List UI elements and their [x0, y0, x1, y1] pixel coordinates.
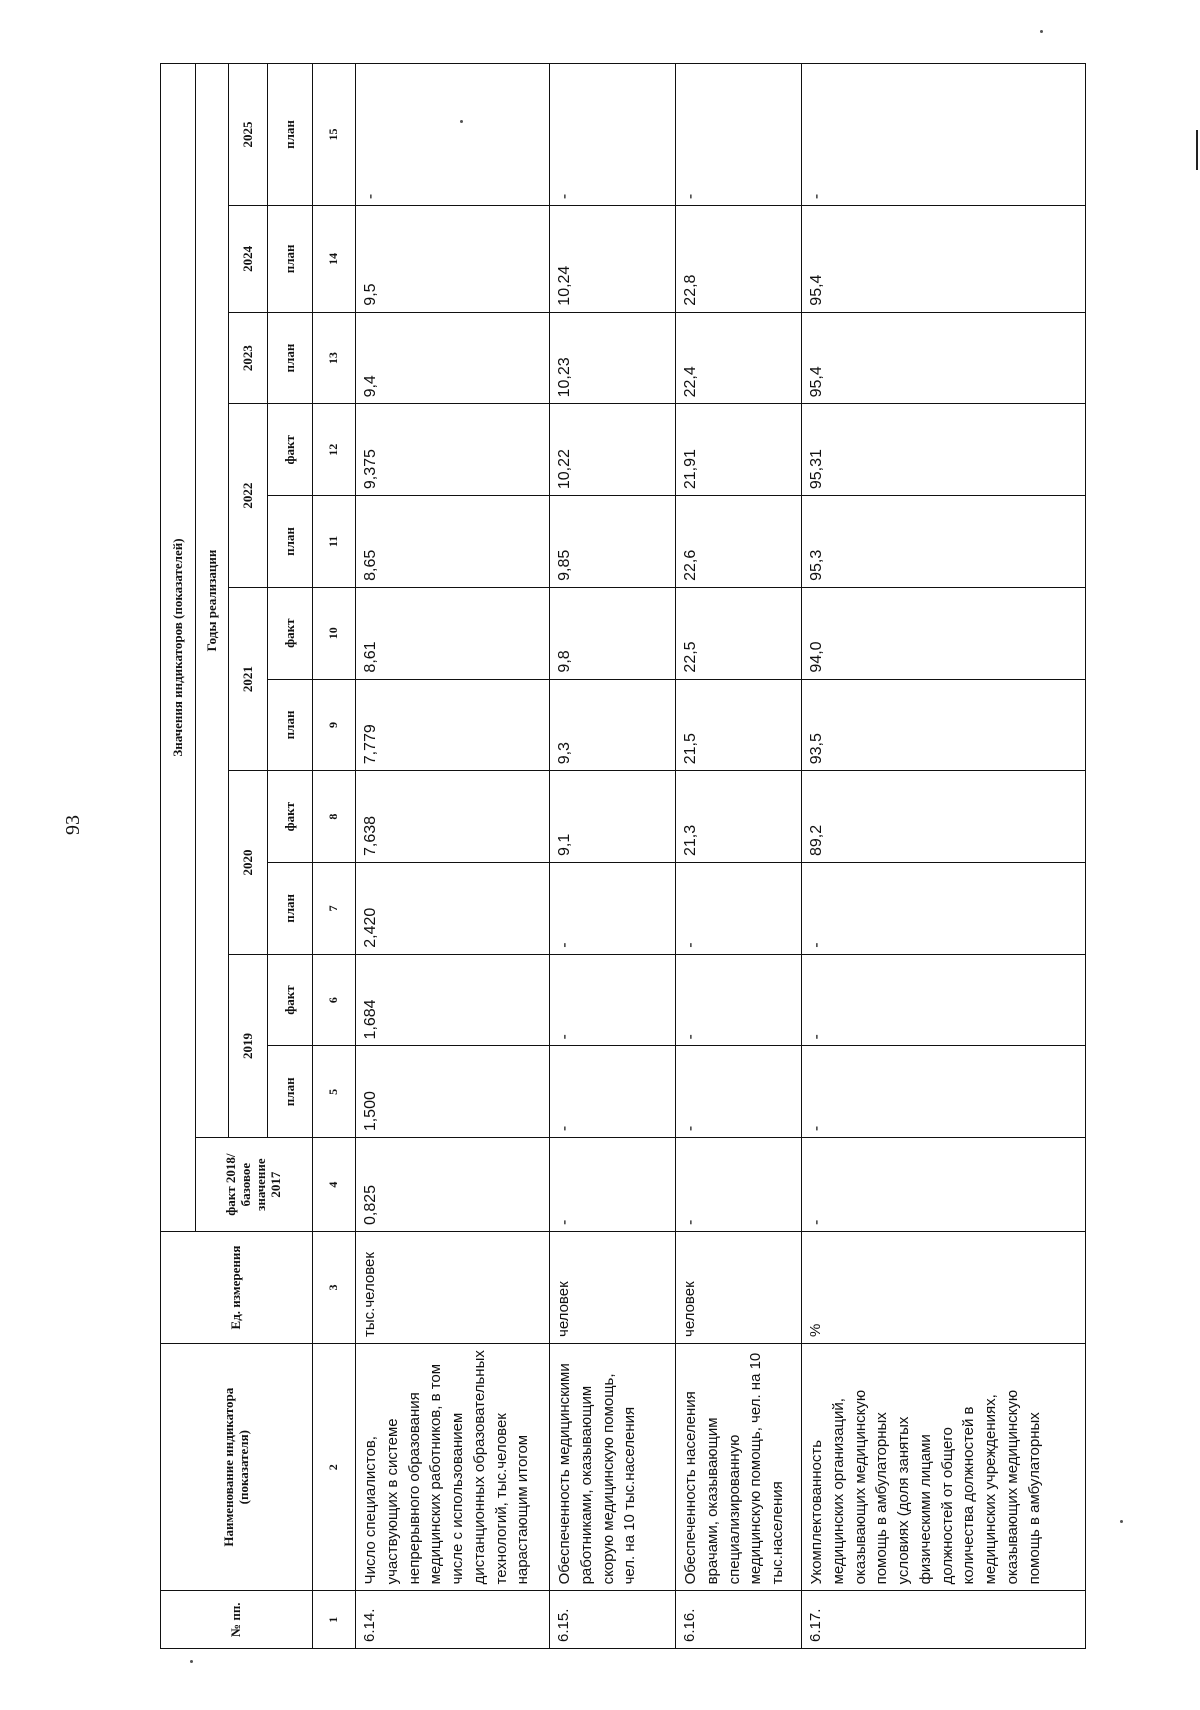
value-cell: 1,500 — [356, 1046, 550, 1138]
col-number: 15 — [313, 64, 356, 206]
col-number: 14 — [313, 206, 356, 313]
value-cell: 9,85 — [550, 496, 676, 588]
value-cell: 93,5 — [802, 679, 1086, 771]
header-fact-base: факт 2018/базовое значение 2017 — [196, 1138, 313, 1232]
col-number: 10 — [313, 587, 356, 679]
value-cell: - — [676, 1138, 802, 1232]
value-cell: 8,61 — [356, 587, 550, 679]
value-cell: 95,3 — [802, 496, 1086, 588]
row-number: 6.14. — [356, 1591, 550, 1649]
scan-speck — [190, 1660, 193, 1663]
value-cell: 2,420 — [356, 863, 550, 955]
header-sub-plan: план — [268, 1046, 313, 1138]
value-cell: - — [676, 863, 802, 955]
scan-speck — [1040, 30, 1043, 33]
unit-cell: человек — [676, 1232, 802, 1344]
table-row — [802, 64, 1086, 1649]
value-cell: 21,91 — [676, 404, 802, 496]
value-cell: 22,6 — [676, 496, 802, 588]
value-cell: 10,24 — [550, 206, 676, 313]
header-sub-plan: план — [268, 496, 313, 588]
col-number: 9 — [313, 679, 356, 771]
table-row — [356, 64, 550, 1649]
col-number: 4 — [313, 1138, 356, 1232]
value-cell: 8,65 — [356, 496, 550, 588]
indicator-name: Укомплектованность медицинских организаций, оказывающих медицинскую помощь в амбулаторных условиях (доля занятых физическими лицами должностей от общего количества должностей в медицинских учреждениях, оказывающих медицинскую помощь в амбулаторных — [802, 1344, 1086, 1591]
value-cell: 9,3 — [550, 679, 676, 771]
table-row — [550, 64, 676, 1649]
header-sub-fact: факт — [268, 404, 313, 496]
header-unit: Ед. измерения — [161, 1232, 313, 1344]
value-cell: 94,0 — [802, 587, 1086, 679]
value-cell: 7,638 — [356, 771, 550, 863]
value-cell: - — [802, 1046, 1086, 1138]
value-cell: 0,825 — [356, 1138, 550, 1232]
col-number: 3 — [313, 1232, 356, 1344]
value-cell: 22,4 — [676, 312, 802, 404]
col-number: 7 — [313, 863, 356, 955]
value-cell: - — [802, 64, 1086, 206]
rotated-table-container — [160, 63, 1086, 1649]
indicator-name: Обеспеченность населения врачами, оказывающим специализированную медицинскую помощь, чел. на 10 тыс.населения — [676, 1344, 802, 1591]
value-cell: 95,4 — [802, 206, 1086, 313]
unit-cell: % — [802, 1232, 1086, 1344]
row-number: 6.16. — [676, 1591, 802, 1649]
header-year-2022: 2022 — [229, 404, 268, 587]
col-number: 13 — [313, 312, 356, 404]
value-cell: - — [802, 1138, 1086, 1232]
value-cell: 9,5 — [356, 206, 550, 313]
value-cell: - — [356, 64, 550, 206]
indicator-name: Число специалистов, участвующих в системе непрерывного образования медицинских работников, в том числе с использованием дистанционных образовательных технологий, тыс.человек нарастающим итогом — [356, 1344, 550, 1591]
value-cell: 22,8 — [676, 206, 802, 313]
row-number: 6.17. — [802, 1591, 1086, 1649]
value-cell: 95,4 — [802, 312, 1086, 404]
scan-edge-mark — [1196, 130, 1198, 170]
value-cell: 9,8 — [550, 587, 676, 679]
header-values-group: Значения индикаторов (показателей) — [161, 64, 196, 1232]
value-cell: 9,1 — [550, 771, 676, 863]
header-indicator-name: Наименование индикатора (показателя) — [161, 1344, 313, 1591]
value-cell: - — [550, 1138, 676, 1232]
col-number: 6 — [313, 954, 356, 1046]
col-number: 8 — [313, 771, 356, 863]
header-sub-plan: план — [268, 64, 313, 206]
header-year-2021: 2021 — [229, 587, 268, 770]
row-number: 6.15. — [550, 1591, 676, 1649]
page-number: 93 — [62, 815, 84, 835]
header-sub-plan: план — [268, 206, 313, 313]
table-row — [676, 64, 802, 1649]
scan-speck — [1120, 1520, 1123, 1523]
value-cell: - — [802, 954, 1086, 1046]
value-cell: - — [550, 1046, 676, 1138]
indicator-name: Обеспеченность медицинскими работниками, оказывающим скорую медицинскую помощь, чел. на 10 тыс.населения — [550, 1344, 676, 1591]
unit-cell: человек — [550, 1232, 676, 1344]
col-number: 11 — [313, 496, 356, 588]
value-cell: - — [802, 863, 1086, 955]
col-number: 1 — [313, 1591, 356, 1649]
header-sub-fact: факт — [268, 587, 313, 679]
value-cell: - — [676, 1046, 802, 1138]
unit-cell: тыс.человек — [356, 1232, 550, 1344]
col-number: 2 — [313, 1344, 356, 1591]
header-sub-fact: факт — [268, 954, 313, 1046]
header-year-2025: 2025 — [229, 64, 268, 206]
header-sub-plan: план — [268, 679, 313, 771]
indicators-table — [160, 63, 1086, 1649]
scan-speck — [460, 120, 463, 123]
value-cell: 10,22 — [550, 404, 676, 496]
value-cell: 21,3 — [676, 771, 802, 863]
value-cell: 22,5 — [676, 587, 802, 679]
value-cell: - — [676, 954, 802, 1046]
value-cell: 9,4 — [356, 312, 550, 404]
header-year-2023: 2023 — [229, 312, 268, 404]
header-sub-plan: план — [268, 312, 313, 404]
header-sub-fact: факт — [268, 771, 313, 863]
value-cell: - — [550, 863, 676, 955]
value-cell: 1,684 — [356, 954, 550, 1046]
value-cell: 21,5 — [676, 679, 802, 771]
value-cell: - — [676, 64, 802, 206]
header-row-no: № пп. — [161, 1591, 313, 1649]
col-number: 5 — [313, 1046, 356, 1138]
header-year-2020: 2020 — [229, 771, 268, 954]
header-sub-plan: план — [268, 863, 313, 955]
value-cell: 95,31 — [802, 404, 1086, 496]
header-year-2024: 2024 — [229, 206, 268, 313]
header-years-group: Годы реализации — [196, 64, 229, 1138]
value-cell: 9,375 — [356, 404, 550, 496]
value-cell: - — [550, 954, 676, 1046]
value-cell: 7,779 — [356, 679, 550, 771]
value-cell: 89,2 — [802, 771, 1086, 863]
header-year-2019: 2019 — [229, 954, 268, 1137]
col-number: 12 — [313, 404, 356, 496]
value-cell: 10,23 — [550, 312, 676, 404]
value-cell: - — [550, 64, 676, 206]
